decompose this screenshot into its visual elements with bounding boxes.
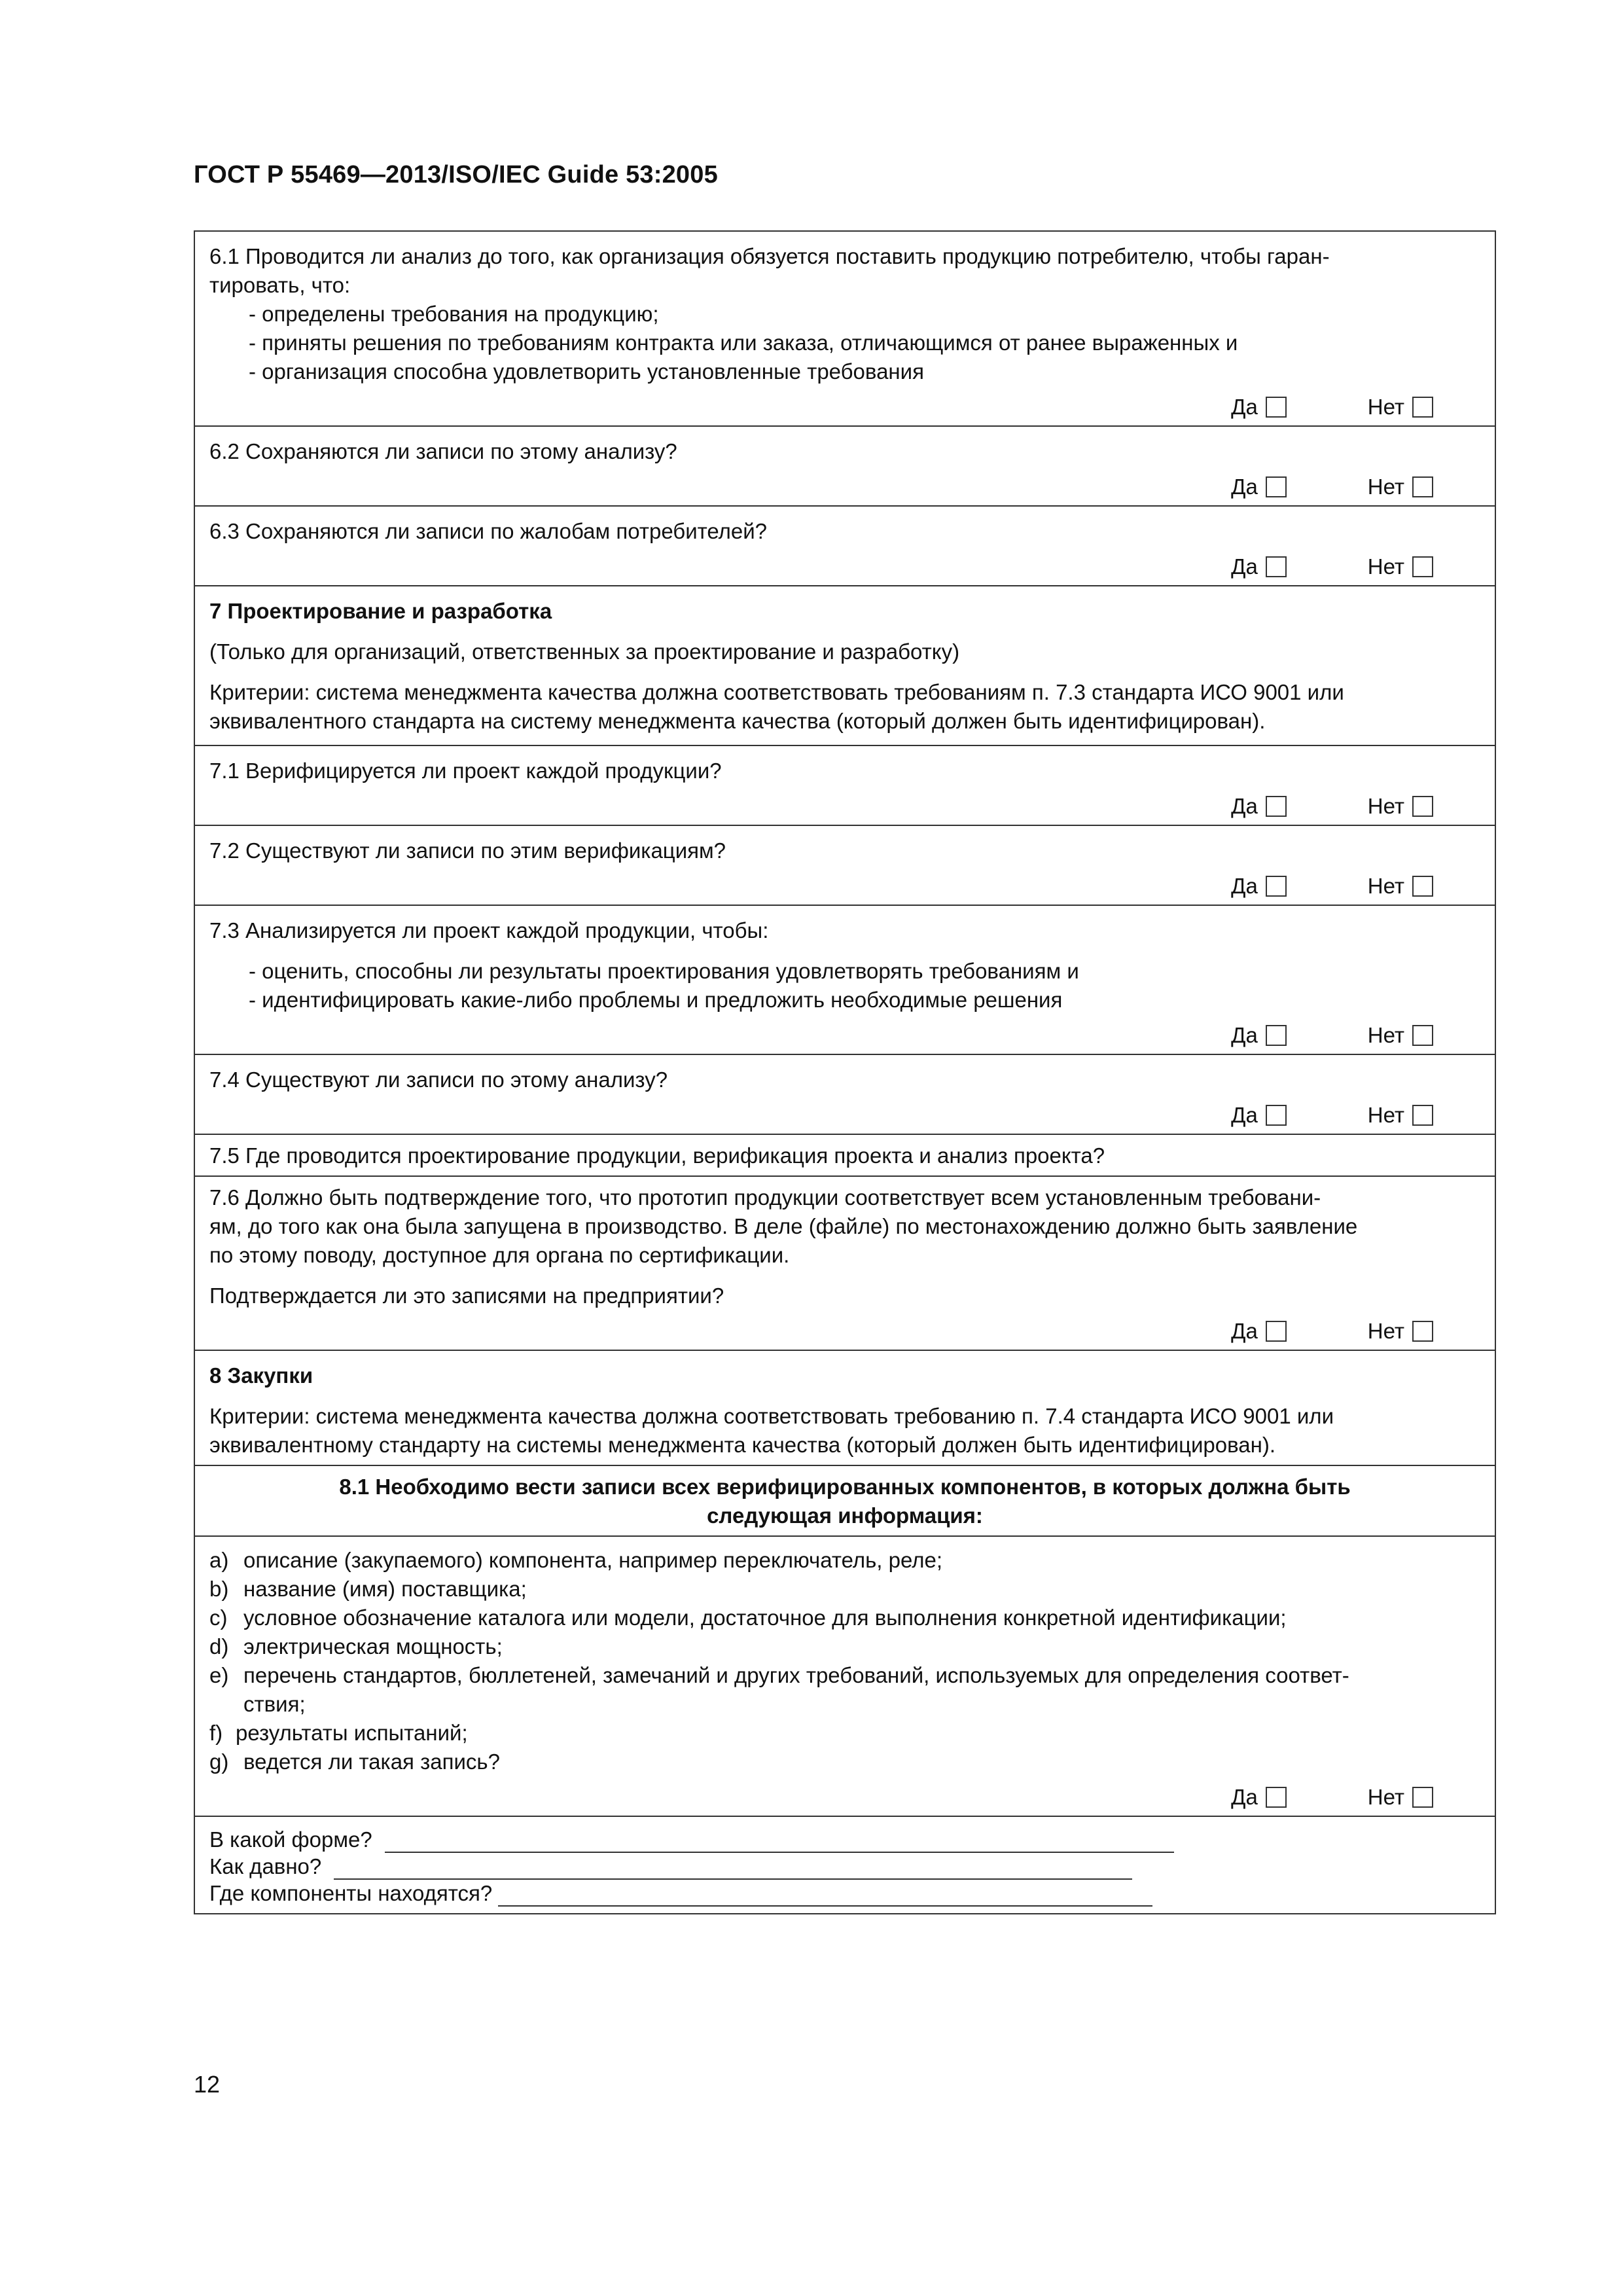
- list-item: c) условное обозначение каталога или модели, достаточное для выполнения конкретной идентификации;: [209, 1605, 1287, 1630]
- section-8: [195, 1351, 1495, 1466]
- list-item: - идентифицировать какие-либо проблемы и предложить необходимые решения: [249, 988, 1063, 1012]
- form-input-line[interactable]: [385, 1829, 1174, 1853]
- question-7-2: [195, 826, 1495, 906]
- no-label: Нет: [1367, 1023, 1404, 1047]
- section-7: [195, 586, 1495, 746]
- no-label: Нет: [1367, 1103, 1404, 1127]
- no-checkbox[interactable]: [1412, 1321, 1433, 1342]
- location-field-row: [209, 1880, 1480, 1907]
- since-input-line[interactable]: [334, 1856, 1132, 1880]
- list-item: - определены требования на продукцию;: [249, 302, 659, 326]
- answer-group: [209, 1313, 1480, 1350]
- yes-label: Да: [1231, 475, 1258, 499]
- question-6-1: [195, 232, 1495, 427]
- question-7-3: [195, 906, 1495, 1055]
- form-field-row: [209, 1826, 1480, 1853]
- since-label: Как давно?: [209, 1854, 322, 1878]
- yes-label: Да: [1231, 554, 1258, 579]
- no-checkbox[interactable]: [1412, 876, 1433, 897]
- yes-checkbox[interactable]: [1266, 476, 1287, 497]
- question-7-1: [195, 746, 1495, 826]
- question-7-6: [195, 1177, 1495, 1351]
- no-label: Нет: [1367, 874, 1404, 898]
- criteria-text: эквивалентному стандарту на системы менеджмента качества (который должен быть идентифицирован).: [209, 1433, 1276, 1457]
- list-item: e) перечень стандартов, бюллетеней, замечаний и других требований, используемых для определения соответ-: [209, 1663, 1349, 1687]
- yes-checkbox[interactable]: [1266, 397, 1287, 418]
- no-label: Нет: [1367, 475, 1404, 499]
- no-checkbox[interactable]: [1412, 556, 1433, 577]
- question-8-1-list: [195, 1537, 1495, 1817]
- location-label: Где компоненты находятся?: [209, 1881, 493, 1905]
- question-text: 7.3 Анализируется ли проект каждой продукции, чтобы:: [209, 918, 769, 942]
- since-field-row: [209, 1853, 1480, 1880]
- question-text: 6.3 Сохраняются ли записи по жалобам потребителей?: [209, 519, 768, 543]
- section-title: 7 Проектирование и разработка: [209, 599, 552, 623]
- question-8-1-title: [195, 1466, 1495, 1537]
- question-text: 7.6 Должно быть подтверждение того, что прототип продукции соответствует всем установленным требовани-: [209, 1185, 1321, 1210]
- section-title: 8 Закупки: [209, 1363, 313, 1388]
- criteria-text: Критерии: система менеджмента качества должна соответствовать требованиям п. 7.3 стандарта ИСО 9001 или: [209, 680, 1344, 704]
- list-item: f) результаты испытаний;: [209, 1721, 468, 1745]
- form-label: В какой форме?: [209, 1827, 372, 1852]
- question-text: Подтверждается ли это записями на предприятии?: [209, 1283, 724, 1308]
- list-item: b) название (имя) поставщика;: [209, 1577, 527, 1601]
- yes-label: Да: [1231, 1319, 1258, 1343]
- question-7-4: [195, 1055, 1495, 1135]
- answer-group: [209, 1097, 1480, 1134]
- list-item: - оценить, способны ли результаты проектирования удовлетворять требованиям и: [249, 959, 1079, 983]
- yes-label: Да: [1231, 1785, 1258, 1809]
- list-item: a) описание (закупаемого) компонента, например переключатель, реле;: [209, 1548, 943, 1572]
- yes-label: Да: [1231, 1023, 1258, 1047]
- no-label: Нет: [1367, 554, 1404, 579]
- yes-label: Да: [1231, 794, 1258, 818]
- list-item-continuation: ствия;: [243, 1692, 306, 1716]
- yes-label: Да: [1231, 395, 1258, 419]
- checklist-table: [194, 230, 1496, 1914]
- yes-checkbox[interactable]: [1266, 556, 1287, 577]
- section-note: (Только для организаций, ответственных за проектирование и разработку): [209, 639, 960, 664]
- location-input-line[interactable]: [498, 1883, 1152, 1907]
- answer-group: [209, 1779, 1480, 1816]
- yes-checkbox[interactable]: [1266, 876, 1287, 897]
- yes-checkbox[interactable]: [1266, 1025, 1287, 1046]
- no-checkbox[interactable]: [1412, 1025, 1433, 1046]
- yes-checkbox[interactable]: [1266, 1787, 1287, 1808]
- fill-in-fields: [195, 1817, 1495, 1913]
- question-7-5: [195, 1135, 1495, 1177]
- criteria-text: Критерии: система менеджмента качества должна соответствовать требованию п. 7.4 стандарта ИСО 9001 или: [209, 1404, 1334, 1428]
- list-item: - приняты решения по требованиям контракта или заказа, отличающимся от ранее выраженных и: [249, 331, 1238, 355]
- answer-group: [209, 1017, 1480, 1054]
- no-checkbox[interactable]: [1412, 1105, 1433, 1126]
- question-6-3: [195, 507, 1495, 586]
- question-text: 7.4 Существуют ли записи по этому анализу?: [209, 1067, 668, 1092]
- no-checkbox[interactable]: [1412, 397, 1433, 418]
- question-text: 7.5 Где проводится проектирование продукции, верификация проекта и анализ проекта?: [209, 1143, 1105, 1168]
- list-item: - организация способна удовлетворить установленные требования: [249, 359, 924, 384]
- page-number: 12: [194, 2071, 221, 2098]
- answer-group: [209, 389, 1480, 425]
- document-header: ГОСТ Р 55469—2013/ISO/IEC Guide 53:2005: [194, 161, 718, 188]
- yes-label: Да: [1231, 1103, 1258, 1127]
- question-title: 8.1 Необходимо вести записи всех верифицированных компонентов, в которых должна быть: [339, 1475, 1351, 1499]
- question-text: 7.2 Существуют ли записи по этим верификациям?: [209, 838, 726, 863]
- question-6-2: [195, 427, 1495, 507]
- no-label: Нет: [1367, 1319, 1404, 1343]
- question-text: по этому поводу, доступное для органа по сертификации.: [209, 1243, 790, 1267]
- no-label: Нет: [1367, 794, 1404, 818]
- answer-group: [209, 548, 1480, 585]
- question-text: ям, до того как она была запущена в производство. В деле (файле) по местонахождению должно быть заявление: [209, 1214, 1358, 1238]
- answer-group: [209, 788, 1480, 825]
- question-text: тировать, что:: [209, 273, 351, 297]
- answer-group: [209, 868, 1480, 905]
- no-checkbox[interactable]: [1412, 476, 1433, 497]
- question-text: 6.2 Сохраняются ли записи по этому анализу?: [209, 439, 677, 463]
- yes-label: Да: [1231, 874, 1258, 898]
- no-label: Нет: [1367, 395, 1404, 419]
- question-title: следующая информация:: [707, 1503, 983, 1528]
- list-item: g) ведется ли такая запись?: [209, 1749, 500, 1774]
- no-label: Нет: [1367, 1785, 1404, 1809]
- yes-checkbox[interactable]: [1266, 1321, 1287, 1342]
- answer-group: [209, 469, 1480, 505]
- no-checkbox[interactable]: [1412, 796, 1433, 817]
- question-text: 7.1 Верифицируется ли проект каждой продукции?: [209, 759, 722, 783]
- criteria-text: эквивалентного стандарта на систему менеджмента качества (который должен быть идентифицирован).: [209, 709, 1266, 733]
- question-text: 6.1 Проводится ли анализ до того, как организация обязуется поставить продукцию потребителю, чтобы гаран-: [209, 244, 1330, 268]
- no-checkbox[interactable]: [1412, 1787, 1433, 1808]
- yes-checkbox[interactable]: [1266, 796, 1287, 817]
- list-item: d) электрическая мощность;: [209, 1634, 503, 1659]
- yes-checkbox[interactable]: [1266, 1105, 1287, 1126]
